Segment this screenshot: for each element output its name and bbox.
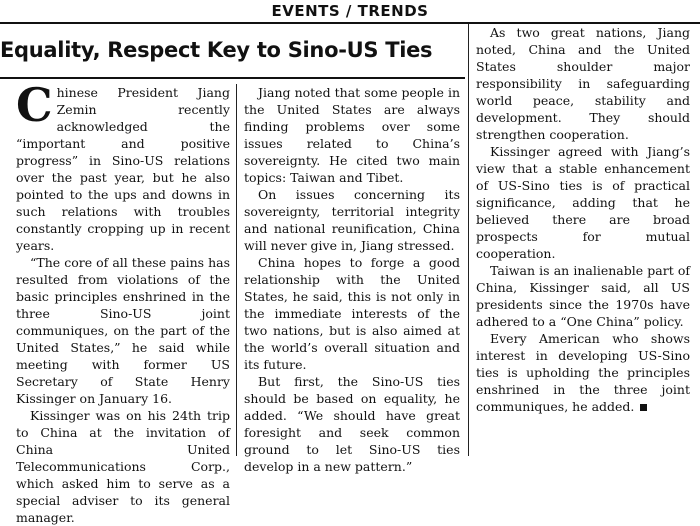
paragraph: Kissinger agreed with Jiang’s view that a stable enhancement of US-Sino ties is of practical significance, adding that he believed there are broad prospects for mutual cooperation. — [476, 144, 690, 261]
headline: Equality, Respect Key to Sino-US Ties — [0, 38, 433, 62]
paragraph: Taiwan is an inalienable part of China, Kissinger said, all US presidents since the 1970s have adhered to a “One China” policy. — [476, 263, 690, 329]
section-header — [0, 0, 700, 24]
paragraph: As two great nations, Jiang noted, China and the United States shoulder major responsibility in safeguarding world peace, stability and development. They should strengthen cooperation. — [476, 25, 690, 142]
paragraph: China hopes to forge a good relationship with the United States, he said, this is not only in the immediate interests of the two nations, but is also aimed at the world’s overall situation and its future. — [244, 255, 460, 372]
headline-rule — [0, 77, 465, 79]
column-3 — [476, 24, 690, 458]
column-1 — [16, 78, 230, 525]
end-of-article-icon — [640, 404, 647, 411]
paragraph: Kissinger was on his 24th trip to China at the invitation of China United Telecommunications Corp., which asked him to serve as a special adviser to its general manager. — [16, 408, 230, 525]
paragraph: On issues concerning its sovereignty, territorial integrity and national reunification, China will never give in, Jiang stressed. — [244, 187, 460, 253]
paragraph: Jiang noted that some people in the United States are always finding problems over some issues related to China’s sovereignty. He cited two main topics: Taiwan and Tibet. — [244, 85, 460, 185]
paragraph: Chinese President Jiang Zemin recently acknowledged the “important and positive progress” in Sino-US relations over the past year, but he also pointed to the ups and downs in such relations with troubles constantly cropping up in recent years. — [16, 78, 230, 253]
column-divider — [236, 84, 237, 456]
column-2 — [244, 84, 460, 474]
section-label: EVENTS / TRENDS — [271, 2, 429, 20]
column-divider — [468, 24, 469, 456]
paragraph: “The core of all these pains has resulted from violations of the basic principles enshrined in the three Sino-US joint communiques, on the part of the United States,” he said while meeting with former US Secretary of State Henry Kissinger on January 16. — [16, 255, 230, 406]
drop-cap: C — [16, 78, 53, 132]
paragraph: Every American who shows interest in developing US-Sino ties is upholding the principles enshrined in the three joint communiques, he added. — [476, 331, 690, 414]
paragraph: But first, the Sino-US ties should be based on equality, he added. “We should have great foresight and seek common ground to let Sino-US ties develop in a new pattern.” — [244, 374, 460, 474]
